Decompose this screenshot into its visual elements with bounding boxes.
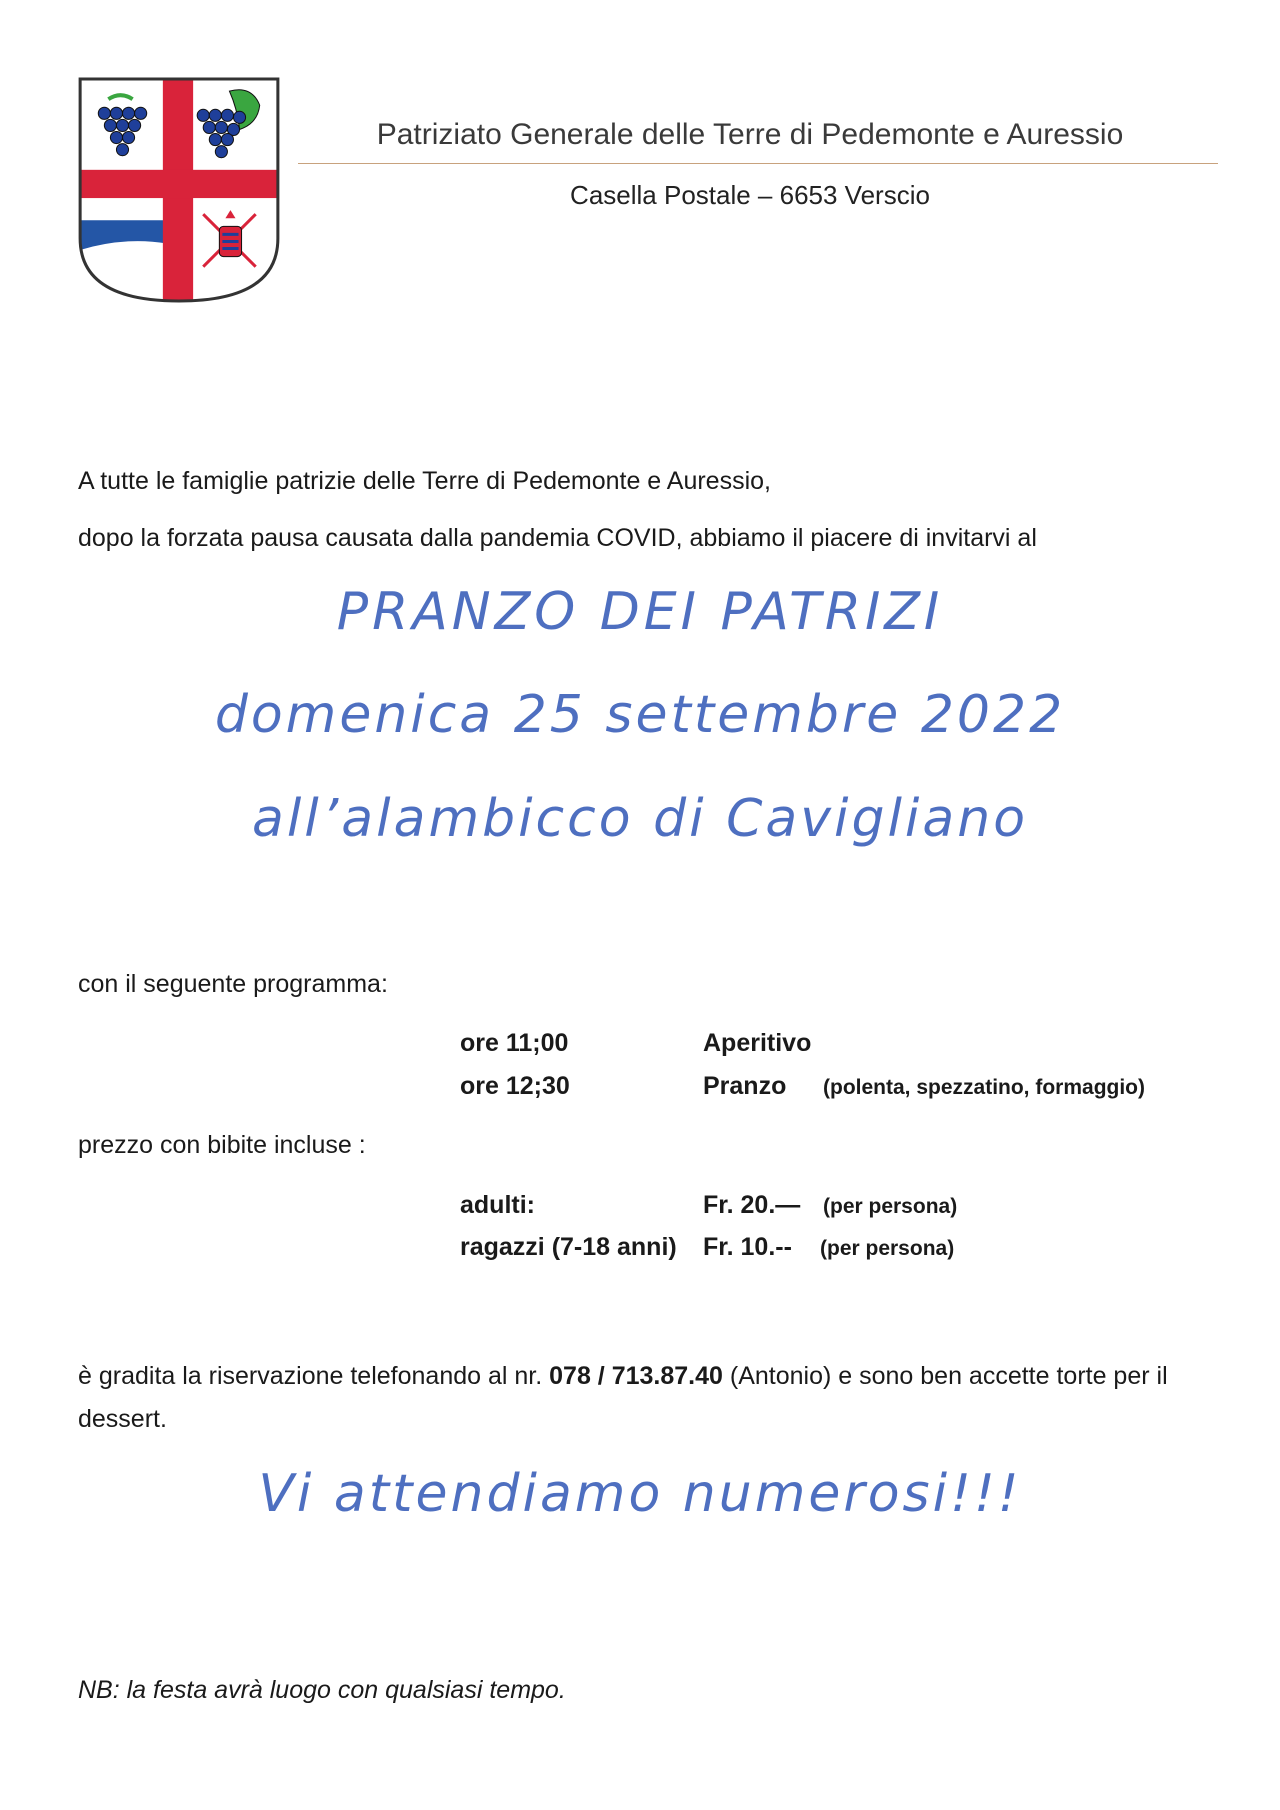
program-label: Pranzo — [703, 1072, 787, 1100]
program-time: ore 11;00 — [460, 1029, 569, 1057]
closing-message: Vi attendiamo numerosi!!! — [258, 1464, 1022, 1524]
organization-name: Patriziato Generale delle Terre di Pedemonte e Auressio — [376, 118, 1124, 151]
reservation-tail: (Antonio) e sono ben accette torte per il dessert. — [78, 1362, 1168, 1433]
price-amount: Fr. 20.— — [703, 1191, 801, 1219]
price-note: (per persona) — [820, 1237, 955, 1260]
reservation-text — [78, 1355, 1218, 1441]
greeting: A tutte le famiglie patrizie delle Terre di Pedemonte e Auressio, — [78, 467, 771, 495]
prices-heading: prezzo con bibite incluse : — [78, 1131, 366, 1159]
event-date: domenica 25 settembre 2022 — [214, 685, 1066, 745]
price-note: (per persona) — [823, 1195, 958, 1218]
program-label: Aperitivo — [703, 1029, 812, 1057]
footnote: NB: la festa avrà luogo con qualsiasi tempo. — [78, 1676, 566, 1704]
phone-number: 078 / 713.87.40 — [549, 1362, 723, 1390]
price-group: adulti: — [460, 1191, 535, 1219]
program-time: ore 12;30 — [460, 1072, 570, 1100]
event-place: all’alambicco di Cavigliano — [251, 789, 1029, 849]
coat-of-arms-icon — [78, 77, 280, 303]
program-note: (polenta, spezzatino, formaggio) — [823, 1076, 1146, 1099]
reservation-lead: è gradita la riservazione telefonando al nr. — [78, 1362, 550, 1390]
price-amount: Fr. 10.-- — [703, 1233, 792, 1261]
intro-sentence: dopo la forzata pausa causata dalla pandemia COVID, abbiamo il piacere di invitarvi al — [78, 524, 1037, 552]
event-title: PRANZO DEI PATRIZI — [336, 582, 944, 642]
organization-address: Casella Postale – 6653 Verscio — [570, 180, 930, 210]
header-divider — [298, 163, 1218, 164]
price-group: ragazzi (7-18 anni) — [460, 1233, 677, 1261]
program-heading: con il seguente programma: — [78, 970, 388, 998]
